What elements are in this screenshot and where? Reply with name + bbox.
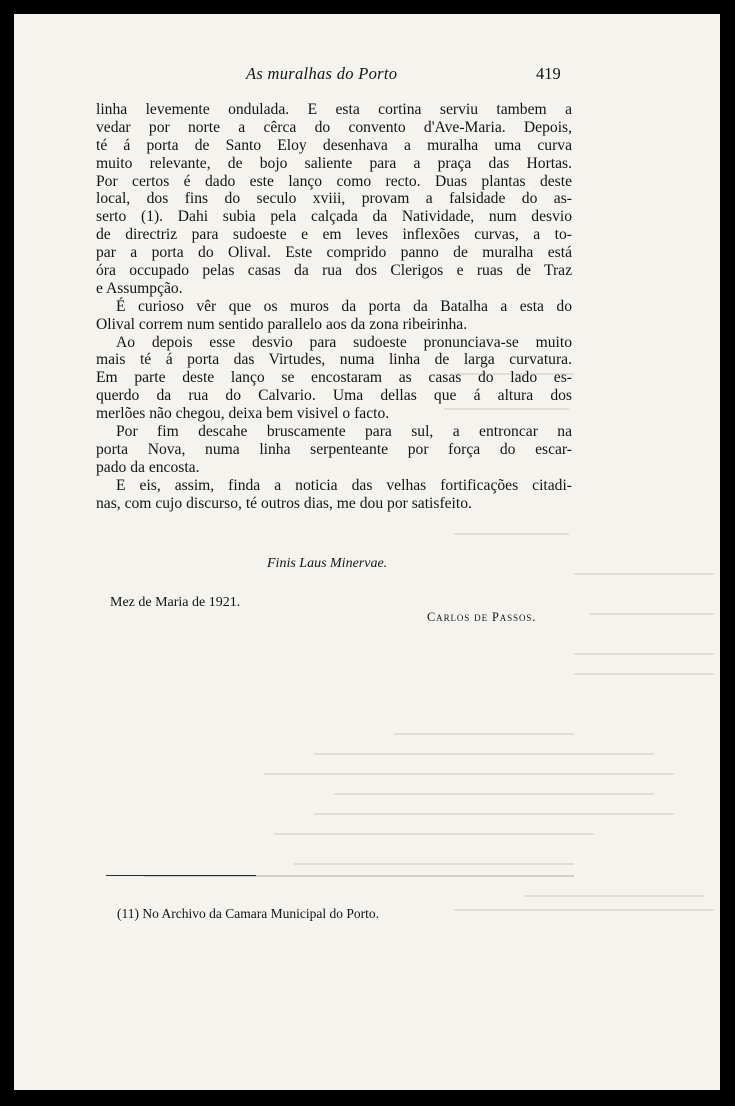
text-line: porta Nova, numa linha serpenteante por força do escar-: [96, 440, 572, 458]
author-signature: Carlos de Passos.: [427, 610, 537, 624]
text-line: merlões não chegou, deixa bem visivel o facto.: [96, 405, 390, 423]
text-line: de directriz para sudoeste e em leves inflexões curvas, a to-: [96, 226, 572, 244]
body-text: [96, 101, 572, 512]
text-line: querdo da rua do Calvario. Uma dellas que á altura dos: [96, 387, 572, 405]
text-line: óra occupado pelas casas da rua dos Clerigos e ruas de Traz: [96, 262, 572, 280]
text-line: vedar por norte a cêrca do convento d'Ave-Maria. Depois,: [96, 118, 572, 136]
text-line: par a porta do Olival. Este comprido panno de muralha está: [96, 244, 572, 262]
text-line: pado da encosta.: [96, 458, 200, 476]
text-line: mais té á porta das Virtudes, numa linha de larga curvatura.: [96, 351, 572, 369]
running-head: As muralhas do Porto: [246, 64, 398, 83]
text-line: nas, com cujo discurso, té outros dias, me dou por satisfeito.: [96, 494, 472, 512]
text-line: serto (1). Dahi subia pela calçada da Natividade, num desvio: [96, 208, 572, 226]
page-number: 419: [536, 64, 561, 83]
text-line: e Assumpção.: [96, 279, 183, 297]
book-page: [14, 14, 720, 1090]
text-line: Ao depois esse desvio para sudoeste pronunciava-se muito: [116, 333, 572, 351]
text-line: É curioso vêr que os muros da porta da Batalha a esta do: [116, 297, 572, 315]
text-line: E eis, assim, finda a noticia das velhas fortificações citadi-: [116, 476, 572, 494]
text-line: Em parte deste lanço se encostaram as casas do lado es-: [96, 369, 572, 387]
text-line: linha levemente ondulada. E esta cortina serviu tambem a: [96, 101, 572, 118]
date-line: Mez de Maria de 1921.: [110, 595, 241, 610]
text-line: local, dos fins do seculo xviii, provam a falsidade do as-: [96, 190, 572, 208]
text-line: té á porta de Santo Eloy desenhava a muralha uma curva: [96, 136, 572, 154]
text-line: muito relevante, de bojo saliente para a praça das Hortas.: [96, 154, 572, 172]
text-line: Por certos é dado este lanço como recto. Duas plantas deste: [96, 172, 572, 190]
text-line: Olival correm num sentido parallelo aos da zona ribeirinha.: [96, 315, 468, 333]
closing-motto: Finis Laus Minervae.: [267, 556, 388, 571]
footnote-rule: [106, 875, 256, 876]
text-line: Por fim descahe bruscamente para sul, a entroncar na: [116, 423, 572, 441]
footnote: (11) No Archivo da Camara Municipal do Porto.: [117, 906, 379, 921]
